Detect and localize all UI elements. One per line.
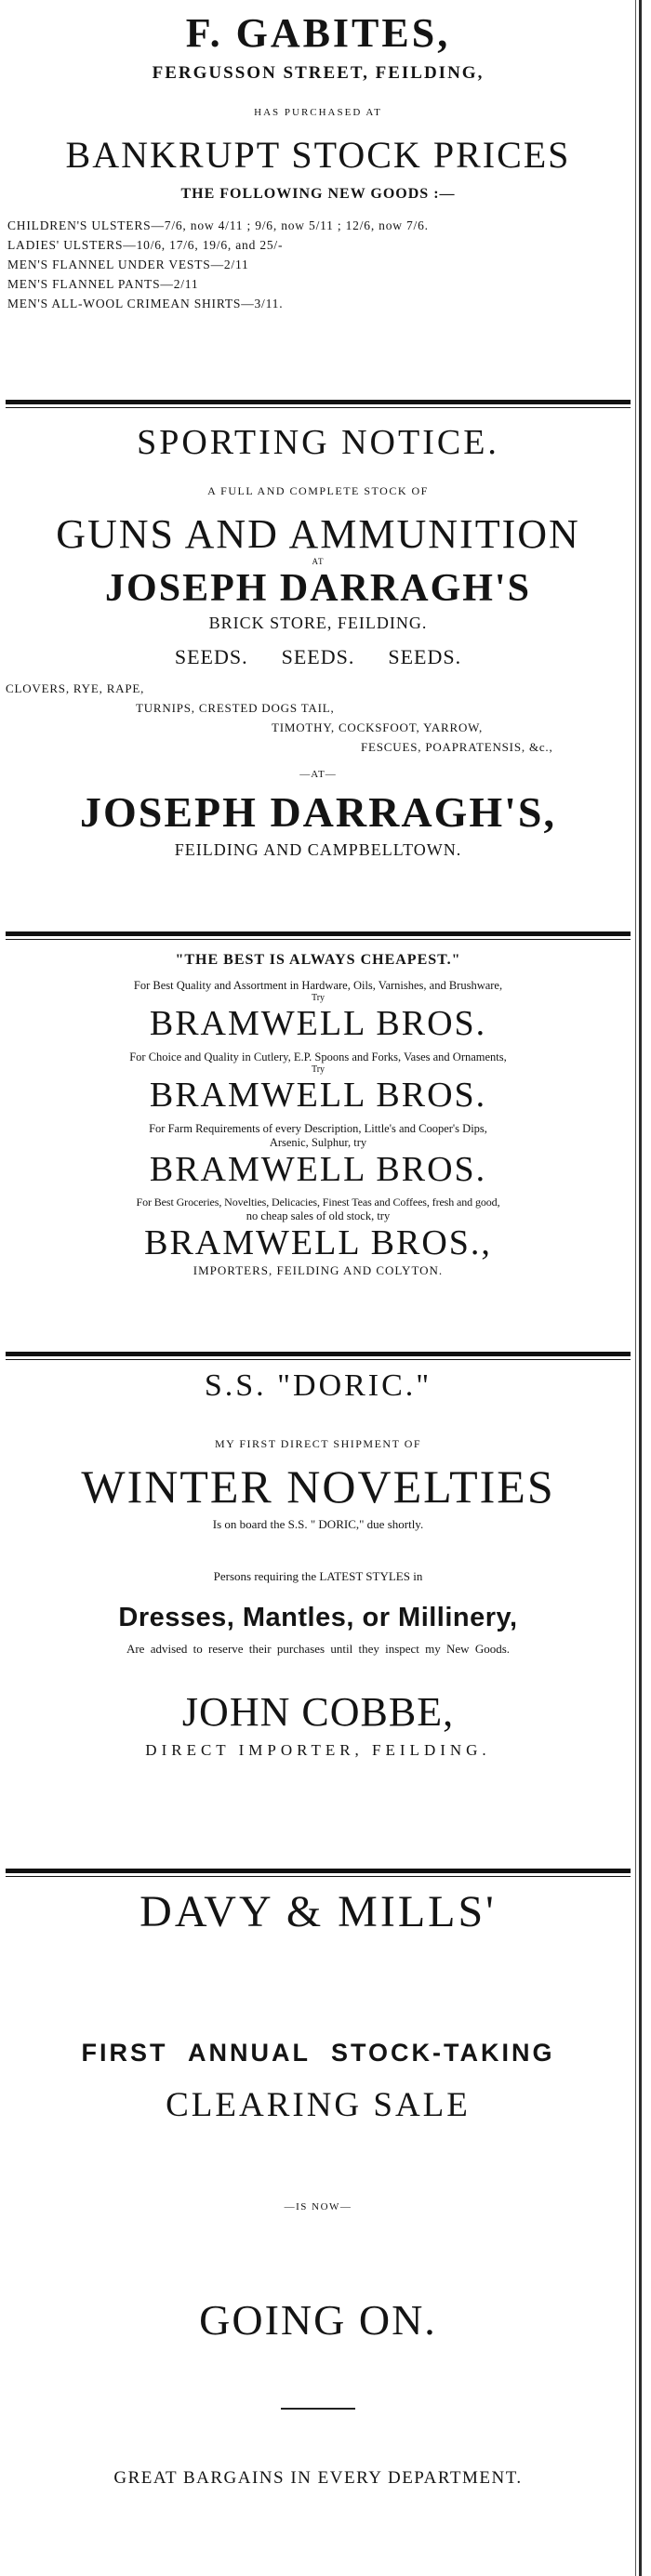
bramwell-text: For Choice and Quality in Cutlery, E.P. Spoons and Forks, Vases and Ornaments,: [129, 1050, 507, 1063]
gabites-price-list: [6, 216, 631, 313]
section-divider: [6, 400, 631, 404]
bramwell-slogan: "THE BEST IS ALWAYS CHEAPEST.": [175, 952, 461, 968]
cobbe-title: DIRECT IMPORTER, FEILDING.: [145, 1741, 491, 1759]
darragh-at: AT: [312, 557, 325, 566]
bramwell-text: For Best Quality and Assortment in Hardware, Oils, Varnishes, and Brushware,: [133, 979, 503, 992]
bramwell-text: For Best Groceries, Novelties, Delicacies, Finest Teas and Coffees, fresh and good,: [136, 1196, 500, 1209]
bramwell-footer: IMPORTERS, FEILDING AND COLYTON.: [193, 1263, 444, 1277]
gabites-intro: THE FOLLOWING NEW GOODS :—: [180, 186, 456, 202]
darragh-seed-list: [6, 679, 631, 757]
cobbe-goods: Dresses, Mantles, or Millinery,: [118, 1603, 518, 1632]
darragh-name: JOSEPH DARRAGH'S: [105, 567, 531, 610]
darragh-stock-line: A FULL AND COMPLETE STOCK OF: [207, 484, 429, 497]
gabites-name: F. GABITES,: [185, 10, 451, 56]
gabites-item: CHILDREN'S ULSTERS—7/6, now 4/11 ; 9/6, now 5/11 ; 12/6, now 7/6.: [7, 218, 429, 232]
davy-first: FIRST ANNUAL STOCK-TAKING: [81, 2039, 555, 2067]
gabites-purchased: HAS PURCHASED AT: [254, 107, 382, 118]
cobbe-shipment: MY FIRST DIRECT SHIPMENT OF: [214, 1437, 422, 1450]
bramwell-text: For Farm Requirements of every Description, Little's and Cooper's Dips,: [149, 1122, 487, 1135]
gabites-item: MEN'S FLANNEL UNDER VESTS—2/11: [7, 258, 249, 271]
cobbe-advised: Are advised to reserve their purchases until they inspect my New Goods.: [126, 1642, 511, 1656]
darragh-towns: FEILDING AND CAMPBELLTOWN.: [174, 840, 462, 859]
column-rule: [639, 0, 642, 2576]
gabites-item: MEN'S FLANNEL PANTS—2/11: [7, 277, 199, 291]
section-divider-thin: [6, 1876, 631, 1877]
seeds-label: SEEDS.: [174, 645, 248, 668]
column-rule-inner: [635, 0, 636, 2576]
seed-line: CLOVERS, RYE, RAPE,: [6, 681, 145, 695]
gabites-item: LADIES' ULSTERS—10/6, 17/6, 19/6, and 25/-: [7, 238, 284, 252]
davy-name: DAVY & MILLS': [140, 1887, 497, 1936]
gabites-address: FERGUSSON STREET, FEILDING,: [152, 63, 485, 83]
bramwell-name: BRAMWELL BROS.: [149, 1004, 487, 1043]
section-divider: [6, 1352, 631, 1356]
gabites-item: MEN'S ALL-WOOL CRIMEAN SHIRTS—3/11.: [7, 297, 284, 310]
bramwell-name: BRAMWELL BROS.: [149, 1076, 487, 1115]
gabites-headline: BANKRUPT STOCK PRICES: [65, 134, 571, 176]
seeds-label: SEEDS.: [281, 645, 355, 668]
cobbe-onboard: Is on board the S.S. " DORIC," due shortly.: [212, 1517, 424, 1531]
cobbe-headline: WINTER NOVELTIES: [81, 1460, 555, 1513]
bramwell-text2: Arsenic, Sulphur, try: [269, 1136, 367, 1149]
darragh-guns: GUNS AND AMMUNITION: [56, 511, 580, 557]
cobbe-ship: S.S. "DORIC.": [204, 1368, 432, 1403]
section-divider-thin: [6, 939, 631, 940]
bramwell-advertisement: [6, 946, 631, 1279]
short-divider: [281, 2408, 355, 2410]
darragh-at2: —AT—: [299, 769, 337, 780]
cobbe-name: JOHN COBBE,: [181, 1689, 455, 1735]
bramwell-try: Try: [311, 1064, 326, 1075]
section-divider: [6, 931, 631, 936]
bramwell-name: BRAMWELL BROS.,: [144, 1223, 492, 1262]
cobbe-persons: Persons requiring the LATEST STYLES in: [213, 1569, 423, 1583]
davy-mills-advertisement: [6, 1883, 631, 2491]
section-divider-thin: [6, 407, 631, 408]
section-divider: [6, 1869, 631, 1873]
davy-sale: CLEARING SALE: [166, 2086, 471, 2124]
darragh-name2: JOSEPH DARRAGH'S,: [80, 788, 556, 836]
darragh-headline: SPORTING NOTICE.: [137, 423, 499, 462]
gabites-advertisement: [6, 7, 631, 313]
darragh-advertisement: [6, 420, 631, 863]
cobbe-advertisement: [6, 1365, 631, 1763]
section-divider-thin: [6, 1359, 631, 1360]
bramwell-name: BRAMWELL BROS.: [149, 1150, 487, 1189]
bramwell-try: Try: [311, 993, 326, 1003]
davy-bargains: GREAT BARGAINS IN EVERY DEPARTMENT.: [113, 2468, 523, 2488]
seed-line: TURNIPS, CRESTED DOGS TAIL,: [136, 701, 335, 715]
seed-line: TIMOTHY, COCKSFOOT, YARROW,: [272, 720, 484, 734]
davy-going-on: GOING ON.: [199, 2296, 437, 2344]
bramwell-text2: no cheap sales of old stock, try: [246, 1209, 391, 1222]
seed-line: FESCUES, POAPRATENSIS, &c.,: [361, 740, 553, 754]
darragh-seeds-row: [6, 645, 631, 669]
darragh-store: BRICK STORE, FEILDING.: [208, 614, 428, 632]
seeds-label: SEEDS.: [388, 645, 462, 668]
davy-is-now: —IS NOW—: [284, 2201, 352, 2213]
